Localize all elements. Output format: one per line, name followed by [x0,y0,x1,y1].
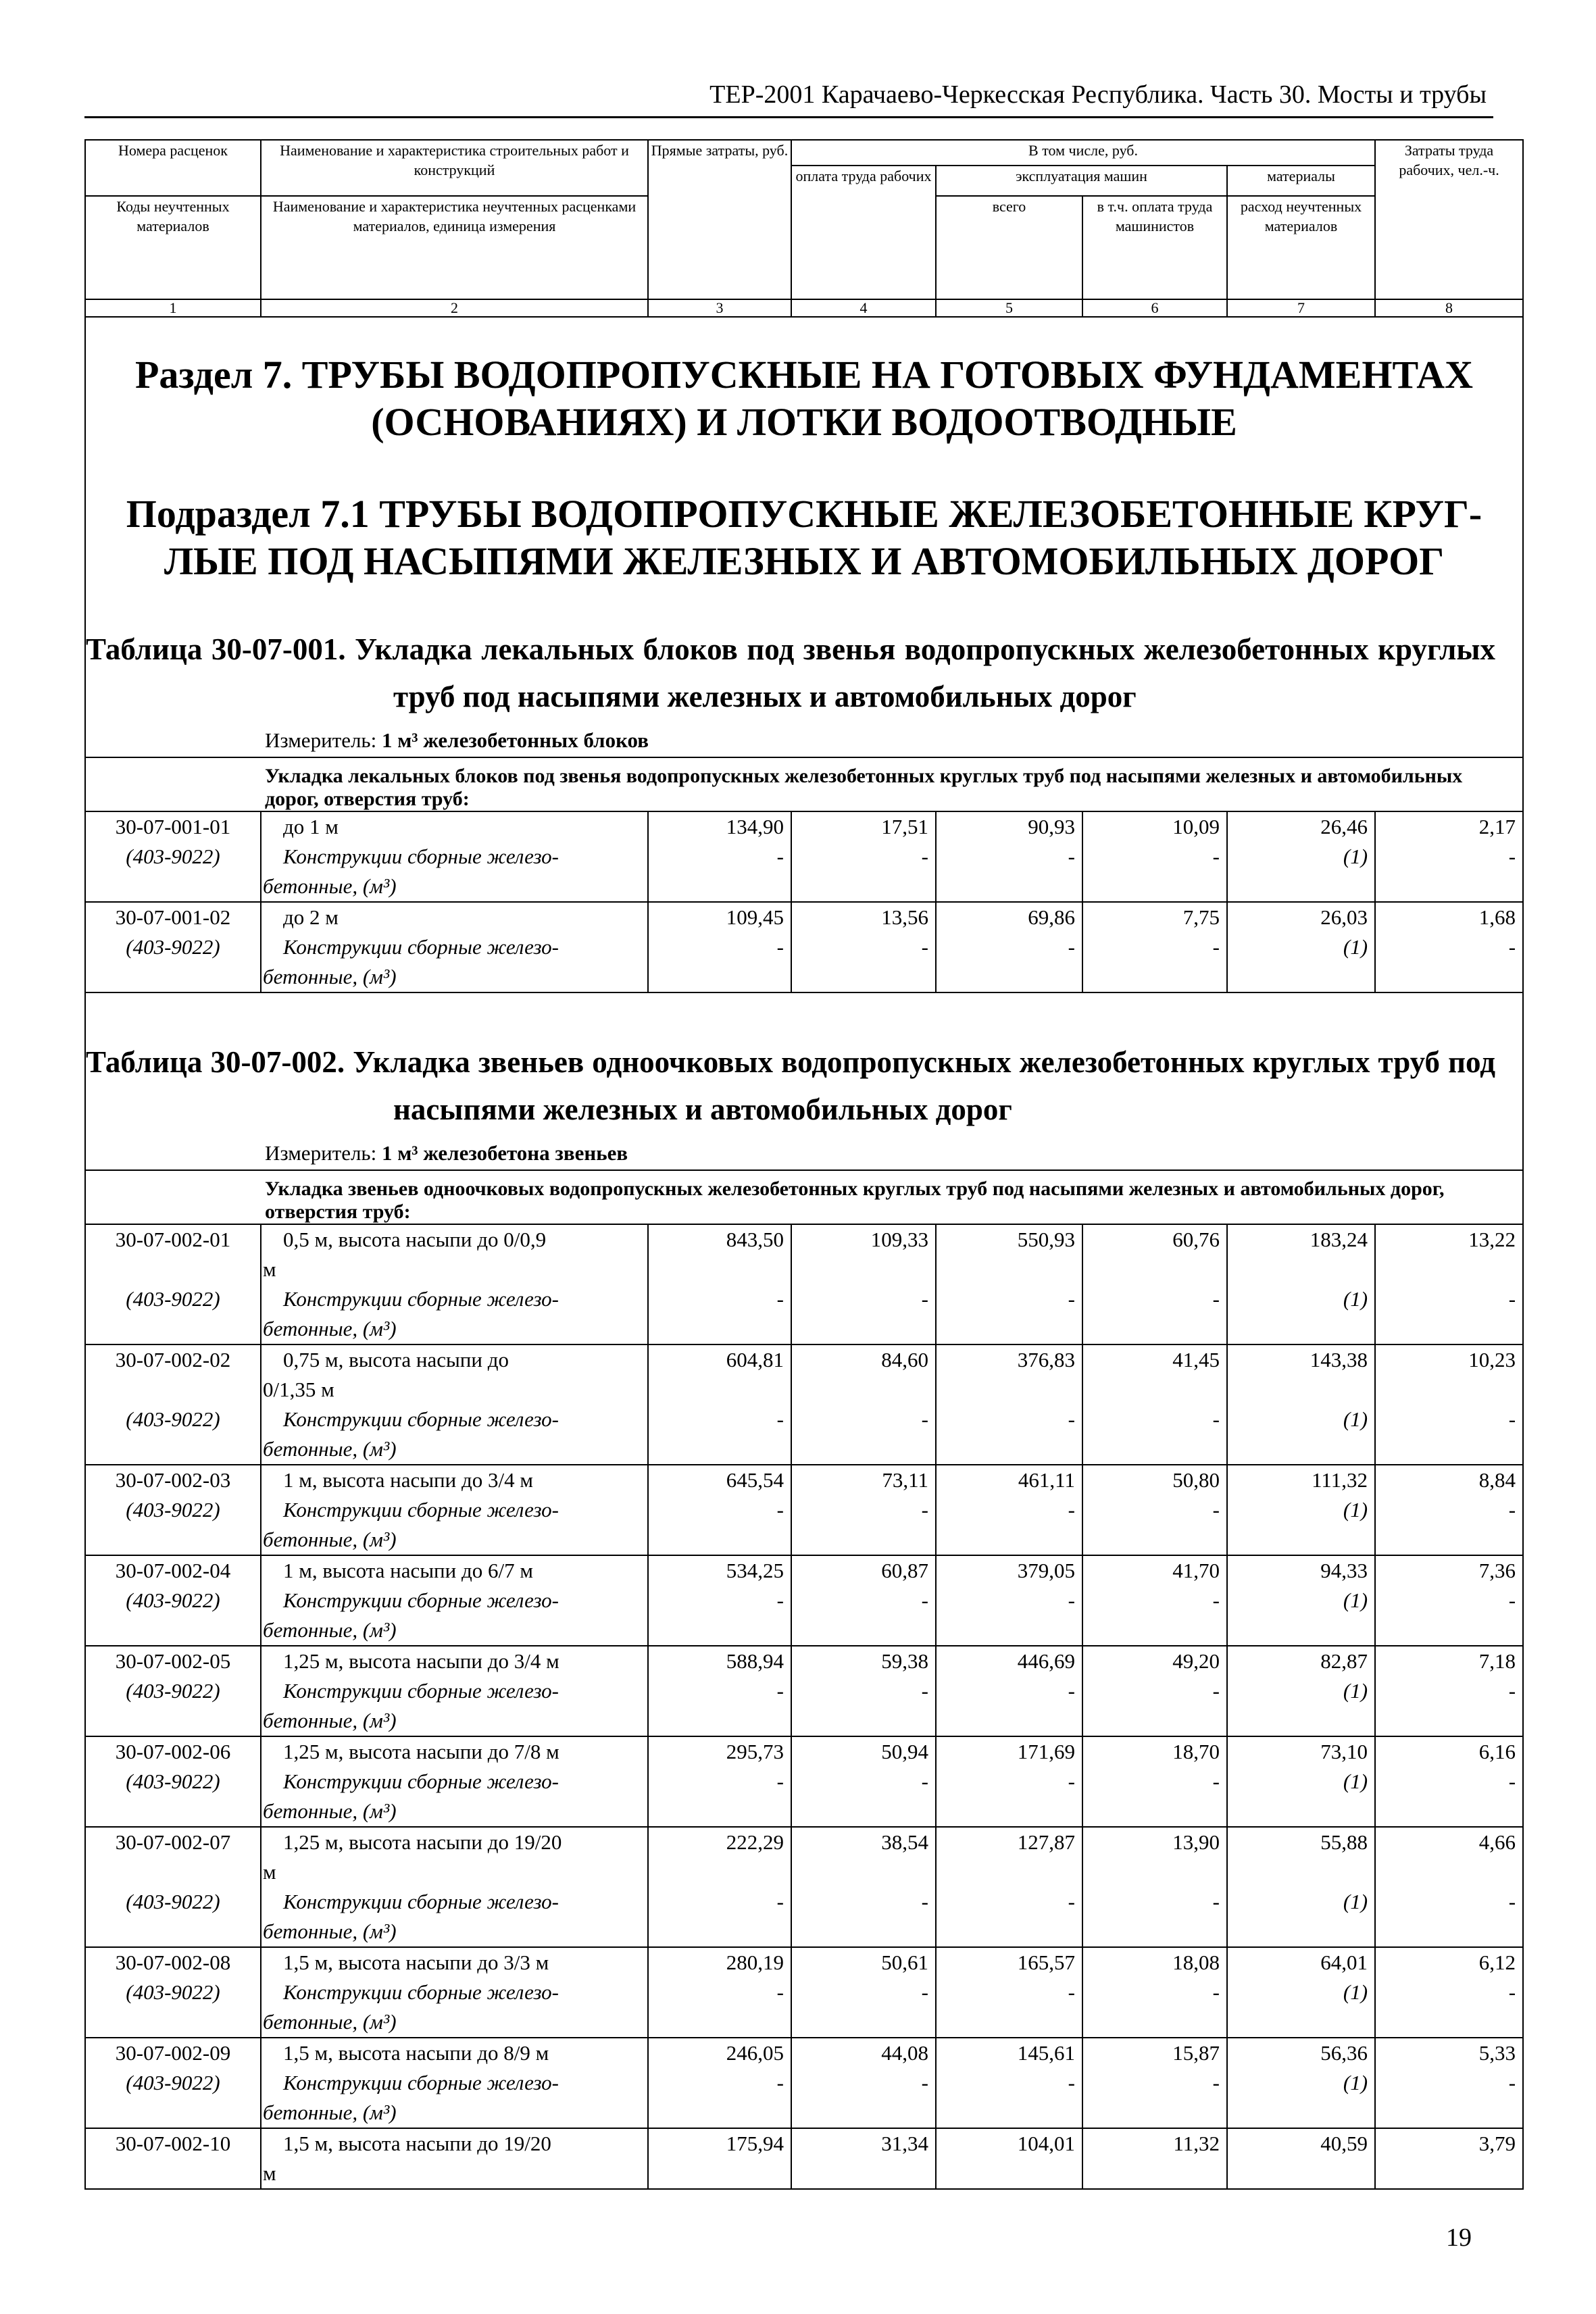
value-cell: 10,23 [1375,1344,1523,1405]
material-code: (403-9022) [85,1405,261,1465]
value-cell: 109,33 [791,1224,936,1284]
material-value-cell: (1) [1227,842,1375,902]
value-cell: 82,87 [1227,1646,1375,1676]
value-cell: 60,87 [791,1555,936,1586]
material-name-cell [261,1887,648,1947]
value-cell: 50,80 [1082,1465,1227,1495]
material-value-cell: - [1082,932,1227,992]
work-description-cell [261,1555,648,1586]
material-value-cell: - [1082,2068,1227,2128]
table-row [85,1555,1523,1586]
rate-code: 30-07-002-09 [85,2038,261,2068]
value-cell: 6,12 [1375,1947,1523,1978]
value-cell: 246,05 [648,2038,791,2068]
material-value-cell: - [1375,842,1523,902]
material-value-cell: - [648,932,791,992]
material-value-cell: - [1082,1284,1227,1344]
material-value-cell: - [791,1767,936,1827]
value-cell: 7,36 [1375,1555,1523,1586]
material-row [85,1978,1523,2038]
header-work-name: Наименование и характеристика строительных работ и конструкций [261,140,648,196]
column-number: 1 [85,299,261,317]
value-cell: 18,70 [1082,1736,1227,1767]
rates-table [84,139,1524,2190]
column-number: 2 [261,299,648,317]
value-cell: 143,38 [1227,1344,1375,1405]
material-value-cell: (1) [1227,1284,1375,1344]
value-cell: 50,94 [791,1736,936,1767]
value-cell: 6,16 [1375,1736,1523,1767]
measure-value: 1 м³ железобетонных блоков [381,728,649,752]
work-description-cell [261,902,648,932]
value-cell: 3,79 [1375,2128,1523,2189]
work-description: 1,25 м, высота насыпи до 7/8 м [283,1740,559,1763]
header-labor-cost: Затраты труда рабочих, чел.-ч. [1375,140,1523,299]
measure-unit [85,1138,1523,1170]
value-cell: 84,60 [791,1344,936,1405]
header-materials: материалы [1227,166,1375,196]
material-value-cell: - [648,1887,791,1947]
material-value-cell: - [648,2068,791,2128]
material-code: (403-9022) [85,2068,261,2128]
material-code: (403-9022) [85,1676,261,1736]
value-cell: 69,86 [936,902,1082,932]
material-value-cell: - [648,1586,791,1646]
material-value-cell: - [791,2068,936,2128]
material-value-cell: - [936,2068,1082,2128]
value-cell: 26,46 [1227,811,1375,842]
value-cell: 109,45 [648,902,791,932]
material-name: Конструкции сборные железо- бетонные, (м³) [263,1769,559,1823]
work-description-cell [261,811,648,842]
material-value-cell: - [791,1495,936,1555]
value-cell: 446,69 [936,1646,1082,1676]
measure-label: Измеритель: [265,728,377,752]
material-name-cell [261,1978,648,2038]
material-code: (403-9022) [85,1767,261,1827]
value-cell: 73,10 [1227,1736,1375,1767]
material-value-cell: - [1375,1767,1523,1827]
material-row [85,2068,1523,2128]
value-cell: 4,66 [1375,1827,1523,1887]
material-name-cell [261,932,648,992]
value-cell: 7,75 [1082,902,1227,932]
column-number: 6 [1082,299,1227,317]
material-value-cell: - [936,1676,1082,1736]
value-cell: 55,88 [1227,1827,1375,1887]
rate-code: 30-07-002-01 [85,1224,261,1284]
material-value-cell: - [648,842,791,902]
material-value-cell: - [1375,932,1523,992]
material-value-cell: - [936,1586,1082,1646]
material-name: Конструкции сборные железо- бетонные, (м³) [263,1588,559,1642]
table-row [85,1736,1523,1767]
value-cell: 127,87 [936,1827,1082,1887]
header-direct-costs: Прямые затраты, руб. [648,140,791,299]
header-machines: эксплуатация машин [936,166,1227,196]
rate-code: 30-07-002-10 [85,2128,261,2189]
table-row [85,1465,1523,1495]
group-heading: Укладка звеньев одноочковых водопропускных железобетонных круглых труб под насыпями железных и автомобильных дорог, отверстия труб: [85,1170,1523,1224]
section-title: Раздел 7. ТРУБЫ ВОДОПРОПУСКНЫЕ НА ГОТОВЫХ ФУНДАМЕНТАХ (ОСНОВАНИЯХ) И ЛОТКИ ВОДООТВОДНЫЕ [85,317,1523,463]
value-cell: 461,11 [936,1465,1082,1495]
work-description-cell [261,1947,648,1978]
column-number: 7 [1227,299,1375,317]
value-cell: 7,18 [1375,1646,1523,1676]
material-name-cell [261,1495,648,1555]
work-description: 0,5 м, высота насыпи до 0/0,9 м [263,1228,547,1281]
material-value-cell: - [1082,1586,1227,1646]
value-cell: 550,93 [936,1224,1082,1284]
material-value-cell: - [1082,1676,1227,1736]
value-cell: 295,73 [648,1736,791,1767]
rate-code: 30-07-002-02 [85,1344,261,1405]
material-value-cell: - [1375,1978,1523,2038]
value-cell: 59,38 [791,1646,936,1676]
value-cell: 49,20 [1082,1646,1227,1676]
work-description: до 2 м [283,905,339,929]
material-name-cell [261,1284,648,1344]
work-description: 1,25 м, высота насыпи до 3/4 м [283,1649,559,1673]
header-material-names: Наименование и характеристика неучтенных расценками материалов, единица измерения [261,196,648,299]
material-value-cell: (1) [1227,932,1375,992]
value-cell: 73,11 [791,1465,936,1495]
header-machines-operators: в т.ч. оплата труда машинистов [1082,196,1227,299]
material-row [85,1586,1523,1646]
material-value-cell: - [1082,1495,1227,1555]
material-value-cell: - [648,1495,791,1555]
material-value-cell: - [1375,1887,1523,1947]
value-cell: 222,29 [648,1827,791,1887]
page-number: 19 [1446,2223,1472,2252]
value-cell: 10,09 [1082,811,1227,842]
work-description: 1 м, высота насыпи до 3/4 м [283,1468,533,1492]
material-value-cell: - [1375,1676,1523,1736]
value-cell: 31,34 [791,2128,936,2189]
material-value-cell: - [648,1676,791,1736]
material-value-cell: - [1375,1495,1523,1555]
material-name-cell [261,1767,648,1827]
column-number: 4 [791,299,936,317]
material-name: Конструкции сборные железо- бетонные, (м³) [263,1980,559,2034]
table-row [85,1344,1523,1405]
value-cell: 2,17 [1375,811,1523,842]
value-cell: 94,33 [1227,1555,1375,1586]
value-cell: 90,93 [936,811,1082,842]
material-value-cell: - [648,1978,791,2038]
rate-code: 30-07-002-03 [85,1465,261,1495]
material-value-cell: - [791,842,936,902]
value-cell: 280,19 [648,1947,791,1978]
material-value-cell: - [1082,1405,1227,1465]
subsection-title: Подраздел 7.1 ТРУБЫ ВОДОПРОПУСКНЫЕ ЖЕЛЕЗОБЕТОННЫЕ КРУГ-ЛЫЕ ПОД НАСЫПЯМИ ЖЕЛЕЗНЫХ И АВТОМОБИЛЬНЫХ ДОРОГ [85,463,1523,612]
material-value-cell: - [1375,2068,1523,2128]
material-value-cell: (1) [1227,1586,1375,1646]
header-labor-pay: оплата труда рабочих [791,166,936,299]
header-machines-total: всего [936,196,1082,299]
material-value-cell: - [1082,1887,1227,1947]
value-cell: 50,61 [791,1947,936,1978]
header-rule [84,116,1493,118]
material-value-cell: (1) [1227,1978,1375,2038]
table-row [85,1827,1523,1887]
material-value-cell: - [791,1284,936,1344]
value-cell: 56,36 [1227,2038,1375,2068]
material-code: (403-9022) [85,1887,261,1947]
column-number: 3 [648,299,791,317]
material-row [85,1284,1523,1344]
work-description-cell [261,1224,648,1284]
value-cell: 15,87 [1082,2038,1227,2068]
material-name-cell [261,842,648,902]
value-cell: 379,05 [936,1555,1082,1586]
table-title: Таблица 30-07-002. Укладка звеньев одноочковых водопропускных железобетонных круглых труб под насыпями железных и автомобильных дорог [85,1030,1523,1138]
work-description: 1,5 м, высота насыпи до 19/20 м [263,2132,551,2185]
rate-code: 30-07-002-04 [85,1555,261,1586]
work-description: 1,25 м, высота насыпи до 19/20 м [263,1830,562,1884]
value-cell: 843,50 [648,1224,791,1284]
material-value-cell: (1) [1227,1767,1375,1827]
material-row [85,1405,1523,1465]
value-cell: 64,01 [1227,1947,1375,1978]
material-name: Конструкции сборные железо- бетонные, (м³) [263,1890,559,1943]
running-head: ТЕР-2001 Карачаево-Черкесская Республика. Часть 30. Мосты и трубы [709,80,1487,109]
material-name: Конструкции сборные железо- бетонные, (м³) [263,2071,559,2124]
value-cell: 104,01 [936,2128,1082,2189]
material-value-cell: - [936,842,1082,902]
material-name: Конструкции сборные железо- бетонные, (м³) [263,845,559,898]
material-value-cell: (1) [1227,1495,1375,1555]
work-description-cell [261,1646,648,1676]
material-value-cell: (1) [1227,2068,1375,2128]
rate-code: 30-07-001-01 [85,811,261,842]
work-description: до 1 м [283,815,339,838]
header-including: В том числе, руб. [791,140,1375,166]
header-material-codes: Коды неучтенных материалов [85,196,261,299]
material-row [85,1767,1523,1827]
material-code: (403-9022) [85,1495,261,1555]
value-cell: 165,57 [936,1947,1082,1978]
table-row [85,1646,1523,1676]
material-value-cell: - [936,1887,1082,1947]
value-cell: 41,70 [1082,1555,1227,1586]
work-description: 0,75 м, высота насыпи до 0/1,35 м [263,1348,509,1401]
material-value-cell: - [936,1767,1082,1827]
table-row [85,1224,1523,1284]
table-row [85,2038,1523,2068]
material-name-cell [261,2068,648,2128]
work-description: 1 м, высота насыпи до 6/7 м [283,1559,533,1582]
material-value-cell: - [1375,1284,1523,1344]
spacer [85,992,1523,1030]
table-row [85,2128,1523,2189]
value-cell: 1,68 [1375,902,1523,932]
work-description-cell [261,1736,648,1767]
material-row [85,1887,1523,1947]
value-cell: 5,33 [1375,2038,1523,2068]
material-value-cell: - [936,1284,1082,1344]
work-description-cell [261,1344,648,1405]
value-cell: 183,24 [1227,1224,1375,1284]
material-value-cell: - [648,1405,791,1465]
table-title: Таблица 30-07-001. Укладка лекальных блоков под звенья водопропускных железобетонных круглых труб под насыпями железных и автомобильных дорог [85,612,1523,726]
value-cell: 134,90 [648,811,791,842]
value-cell: 645,54 [648,1465,791,1495]
value-cell: 13,22 [1375,1224,1523,1284]
material-value-cell: - [936,1405,1082,1465]
value-cell: 60,76 [1082,1224,1227,1284]
work-description-cell [261,2038,648,2068]
material-value-cell: - [936,932,1082,992]
work-description: 1,5 м, высота насыпи до 3/3 м [283,1951,549,1974]
material-name: Конструкции сборные железо- бетонные, (м³) [263,1498,559,1551]
material-value-cell: - [791,1887,936,1947]
rate-code: 30-07-001-02 [85,902,261,932]
material-value-cell: (1) [1227,1887,1375,1947]
work-description-cell [261,1827,648,1887]
material-code: (403-9022) [85,1978,261,2038]
material-code: (403-9022) [85,1586,261,1646]
measure-label: Измеритель: [265,1141,377,1165]
value-cell: 40,59 [1227,2128,1375,2189]
rate-code: 30-07-002-08 [85,1947,261,1978]
rate-code: 30-07-002-07 [85,1827,261,1887]
value-cell: 11,32 [1082,2128,1227,2189]
table-row [85,1947,1523,1978]
value-cell: 44,08 [791,2038,936,2068]
material-value-cell: - [791,1586,936,1646]
material-code: (403-9022) [85,842,261,902]
value-cell: 111,32 [1227,1465,1375,1495]
material-value-cell: - [1082,842,1227,902]
material-name: Конструкции сборные железо- бетонные, (м³) [263,1679,559,1732]
value-cell: 13,56 [791,902,936,932]
value-cell: 175,94 [648,2128,791,2189]
material-row [85,1495,1523,1555]
material-value-cell: - [1082,1978,1227,2038]
value-cell: 17,51 [791,811,936,842]
work-description-cell [261,1465,648,1495]
column-number: 8 [1375,299,1523,317]
material-value-cell: - [791,1405,936,1465]
table-row [85,811,1523,842]
value-cell: 41,45 [1082,1344,1227,1405]
material-row [85,842,1523,902]
material-value-cell: - [791,932,936,992]
material-name-cell [261,1676,648,1736]
material-code: (403-9022) [85,932,261,992]
value-cell: 13,90 [1082,1827,1227,1887]
header-materials-unaccounted: расход неучтенных материалов [1227,196,1375,299]
value-cell: 604,81 [648,1344,791,1405]
material-value-cell: - [791,1676,936,1736]
value-cell: 8,84 [1375,1465,1523,1495]
value-cell: 38,54 [791,1827,936,1887]
material-value-cell: - [1375,1405,1523,1465]
material-value-cell: (1) [1227,1676,1375,1736]
material-code: (403-9022) [85,1284,261,1344]
material-value-cell: - [936,1495,1082,1555]
material-name: Конструкции сборные железо- бетонные, (м³) [263,1407,559,1461]
group-heading: Укладка лекальных блоков под звенья водопропускных железобетонных круглых труб под насыпями железных и автомобильных дорог, отверстия труб: [85,757,1523,811]
material-value-cell: - [648,1767,791,1827]
material-name-cell [261,1586,648,1646]
value-cell: 588,94 [648,1646,791,1676]
column-number: 5 [936,299,1082,317]
material-value-cell: - [1082,1767,1227,1827]
value-cell: 145,61 [936,2038,1082,2068]
material-value-cell: - [1375,1586,1523,1646]
rate-code: 30-07-002-06 [85,1736,261,1767]
value-cell: 171,69 [936,1736,1082,1767]
value-cell: 18,08 [1082,1947,1227,1978]
material-value-cell: - [791,1978,936,2038]
measure-unit [85,726,1523,757]
material-row [85,932,1523,992]
rate-code: 30-07-002-05 [85,1646,261,1676]
material-name-cell [261,1405,648,1465]
material-name: Конструкции сборные железо- бетонные, (м³) [263,935,559,988]
material-value-cell: - [936,1978,1082,2038]
value-cell: 26,03 [1227,902,1375,932]
header-rate-numbers: Номера расценок [85,140,261,196]
value-cell: 376,83 [936,1344,1082,1405]
material-value-cell: (1) [1227,1405,1375,1465]
material-name: Конструкции сборные железо- бетонные, (м³) [263,1287,559,1340]
table-row [85,902,1523,932]
material-row [85,1676,1523,1736]
work-description: 1,5 м, высота насыпи до 8/9 м [283,2041,549,2065]
material-value-cell: - [648,1284,791,1344]
work-description-cell [261,2128,648,2189]
measure-value: 1 м³ железобетона звеньев [381,1141,628,1165]
value-cell: 534,25 [648,1555,791,1586]
